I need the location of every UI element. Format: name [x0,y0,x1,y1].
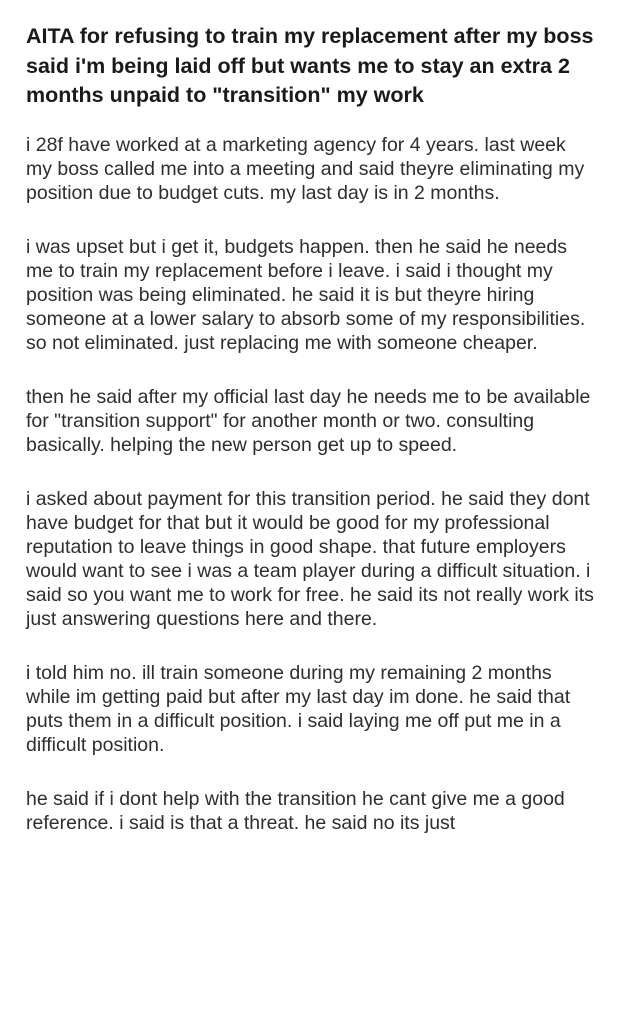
post-paragraph: he said if i dont help with the transition he cant give me a good reference. i said is that a threat. he said no its just [26,787,565,834]
post-paragraph: i was upset but i get it, budgets happen. then he said he needs me to train my replacement before i leave. i said i thought my position was being eliminated. he said it is but theyre hiring someone at a lower salary to absorb some of my responsibilities. so not eliminated. just replacing me with someone cheaper. [26,235,586,354]
post-body [26,133,596,835]
post [26,22,596,865]
post-title: AITA for refusing to train my replacement after my boss said i'm being laid off but wants me to stay an extra 2 months unpaid to "transition" my work [26,24,594,107]
post-paragraph: then he said after my official last day he needs me to be available for "transition support" for another month or two. consulting basically. helping the new person get up to speed. [26,385,591,456]
post-paragraph: i 28f have worked at a marketing agency for 4 years. last week my boss called me into a meeting and said theyre eliminating my position due to budget cuts. my last day is in 2 months. [26,133,585,204]
post-paragraph: i asked about payment for this transition period. he said they dont have budget for that but it would be good for my professional reputation to leave things in good shape. that future employers would want to see i was a team player during a difficult situation. i said so you want me to work for free. he said its not really work its just answering questions here and there. [26,487,594,630]
post-paragraph: i told him no. ill train someone during my remaining 2 months while im getting paid but after my last day im done. he said that puts them in a difficult position. i said laying me off put me in a difficult position. [26,661,571,756]
